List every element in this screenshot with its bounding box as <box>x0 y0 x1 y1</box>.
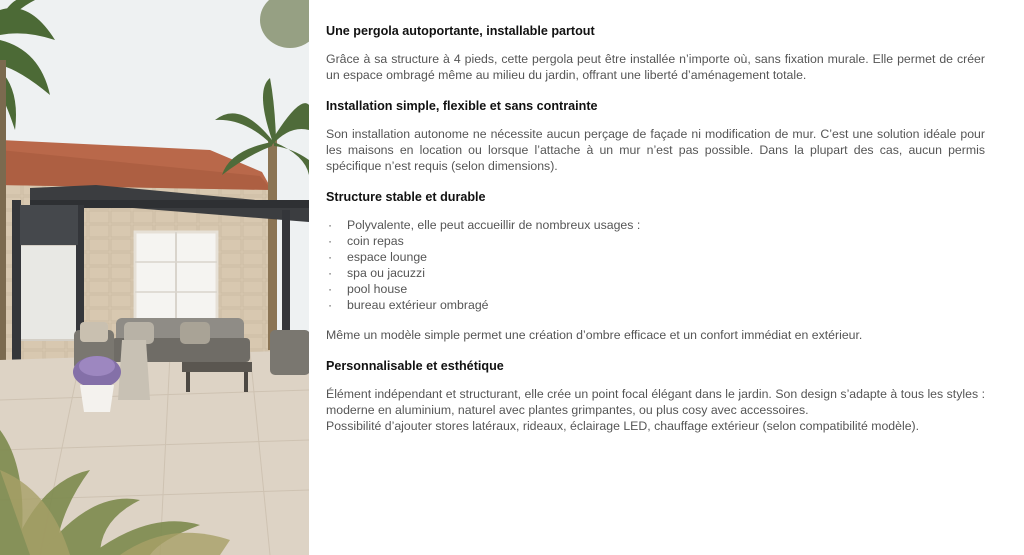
list-item: · coin repas <box>326 233 985 249</box>
description-content <box>326 22 985 434</box>
list-item: · spa ou jacuzzi <box>326 265 985 281</box>
section-heading-autoportante: Une pergola autoportante, installable partout <box>326 24 595 38</box>
section-heading-personnalisable: Personnalisable et esthétique <box>326 359 504 373</box>
section-paragraph-installation: Son installation autonome ne nécessite aucun perçage de façade ni modification de mur. C’est une solution idéale pour les maisons en location ou lorsque l’attache à un mur n’est pas possible. Dans la plupart des cas, aucun permis spécifique n’est requis (selon dimensions). <box>326 127 985 173</box>
section-paragraph-structure: Même un modèle simple permet une création d’ombre efficace et un confort immédiat en extérieur. <box>326 328 863 342</box>
paragraph-line: Possibilité d’ajouter stores latéraux, rideaux, éclairage LED, chauffage extérieur (selon compatibilité modèle). <box>326 419 920 433</box>
usage-list <box>326 217 985 313</box>
section-paragraph-autoportante: Grâce à sa structure à 4 pieds, cette pergola peut être installée n’importe où, sans fixation murale. Elle permet de créer un espace ombragé même au milieu du jardin, offrant une liberté d’aménagement totale. <box>326 52 985 82</box>
section-paragraph-personnalisable <box>326 386 985 434</box>
list-item: · espace lounge <box>326 249 985 265</box>
section-heading-installation: Installation simple, flexible et sans contrainte <box>326 99 598 113</box>
list-item: · Polyvalente, elle peut accueillir de nombreux usages : <box>326 217 985 233</box>
pergola-photo <box>0 0 309 555</box>
list-item: · pool house <box>326 281 985 297</box>
section-heading-structure: Structure stable et durable <box>326 190 486 204</box>
list-item: · bureau extérieur ombragé <box>326 297 985 313</box>
paragraph-line: Élément indépendant et structurant, elle crée un point focal élégant dans le jardin. Son design s’adapte à tous les styles : moderne en aluminium, naturel avec plantes grimpantes, ou plus cosy avec accessoires. <box>326 387 985 417</box>
